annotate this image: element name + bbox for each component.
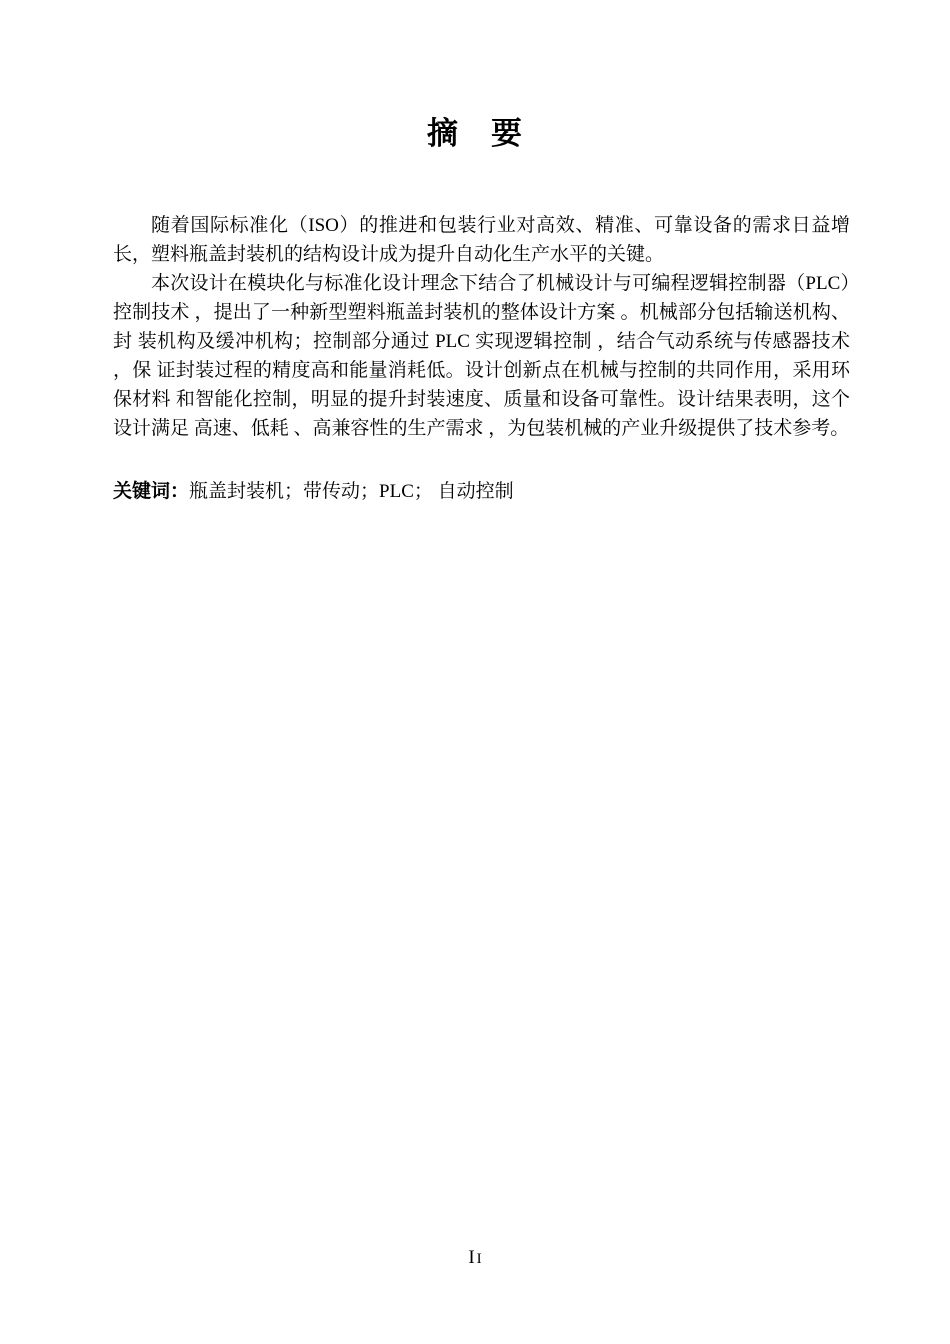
page-number-roman-secondary: I	[476, 1251, 482, 1267]
page-title: 摘 要	[427, 116, 523, 151]
keywords-label: 关键词：	[113, 481, 190, 502]
abstract-body	[113, 211, 850, 506]
page-number-roman-primary: I	[468, 1247, 477, 1268]
keywords-line	[113, 477, 850, 506]
abstract-paragraph-2: 本次设计在模块化与标准化设计理念下结合了机械设计与可编程逻辑控制器（PLC）控制技术 ，提出了一种新型塑料瓶盖封装机的整体设计方案 。机械部分包括输送机构、封 装机构及缓冲机构；控制部分通过 PLC 实现逻辑控制 ，结合气动系统与传感器技术 ，保 证封装过程的精度高和能量消耗低。设计创新点在机械与控制的共同作用，采用环保材料 和智能化控制，明显的提升封装速度、质量和设备可靠性。设计结果表明，这个设计满足 高速、低耗 、高兼容性的生产需求 ，为包装机械的产业升级提供了技术参考。	[113, 273, 850, 439]
keywords-value: 瓶盖封装机；带传动；PLC； 自动控制	[189, 481, 514, 502]
abstract-paragraph-1: 随着国际标准化（ISO）的推进和包装行业对高效、精准、可靠设备的需求日益增长，塑料瓶盖封装机的结构设计成为提升自动化生产水平的关键。	[113, 215, 850, 265]
page-number	[0, 1247, 950, 1269]
